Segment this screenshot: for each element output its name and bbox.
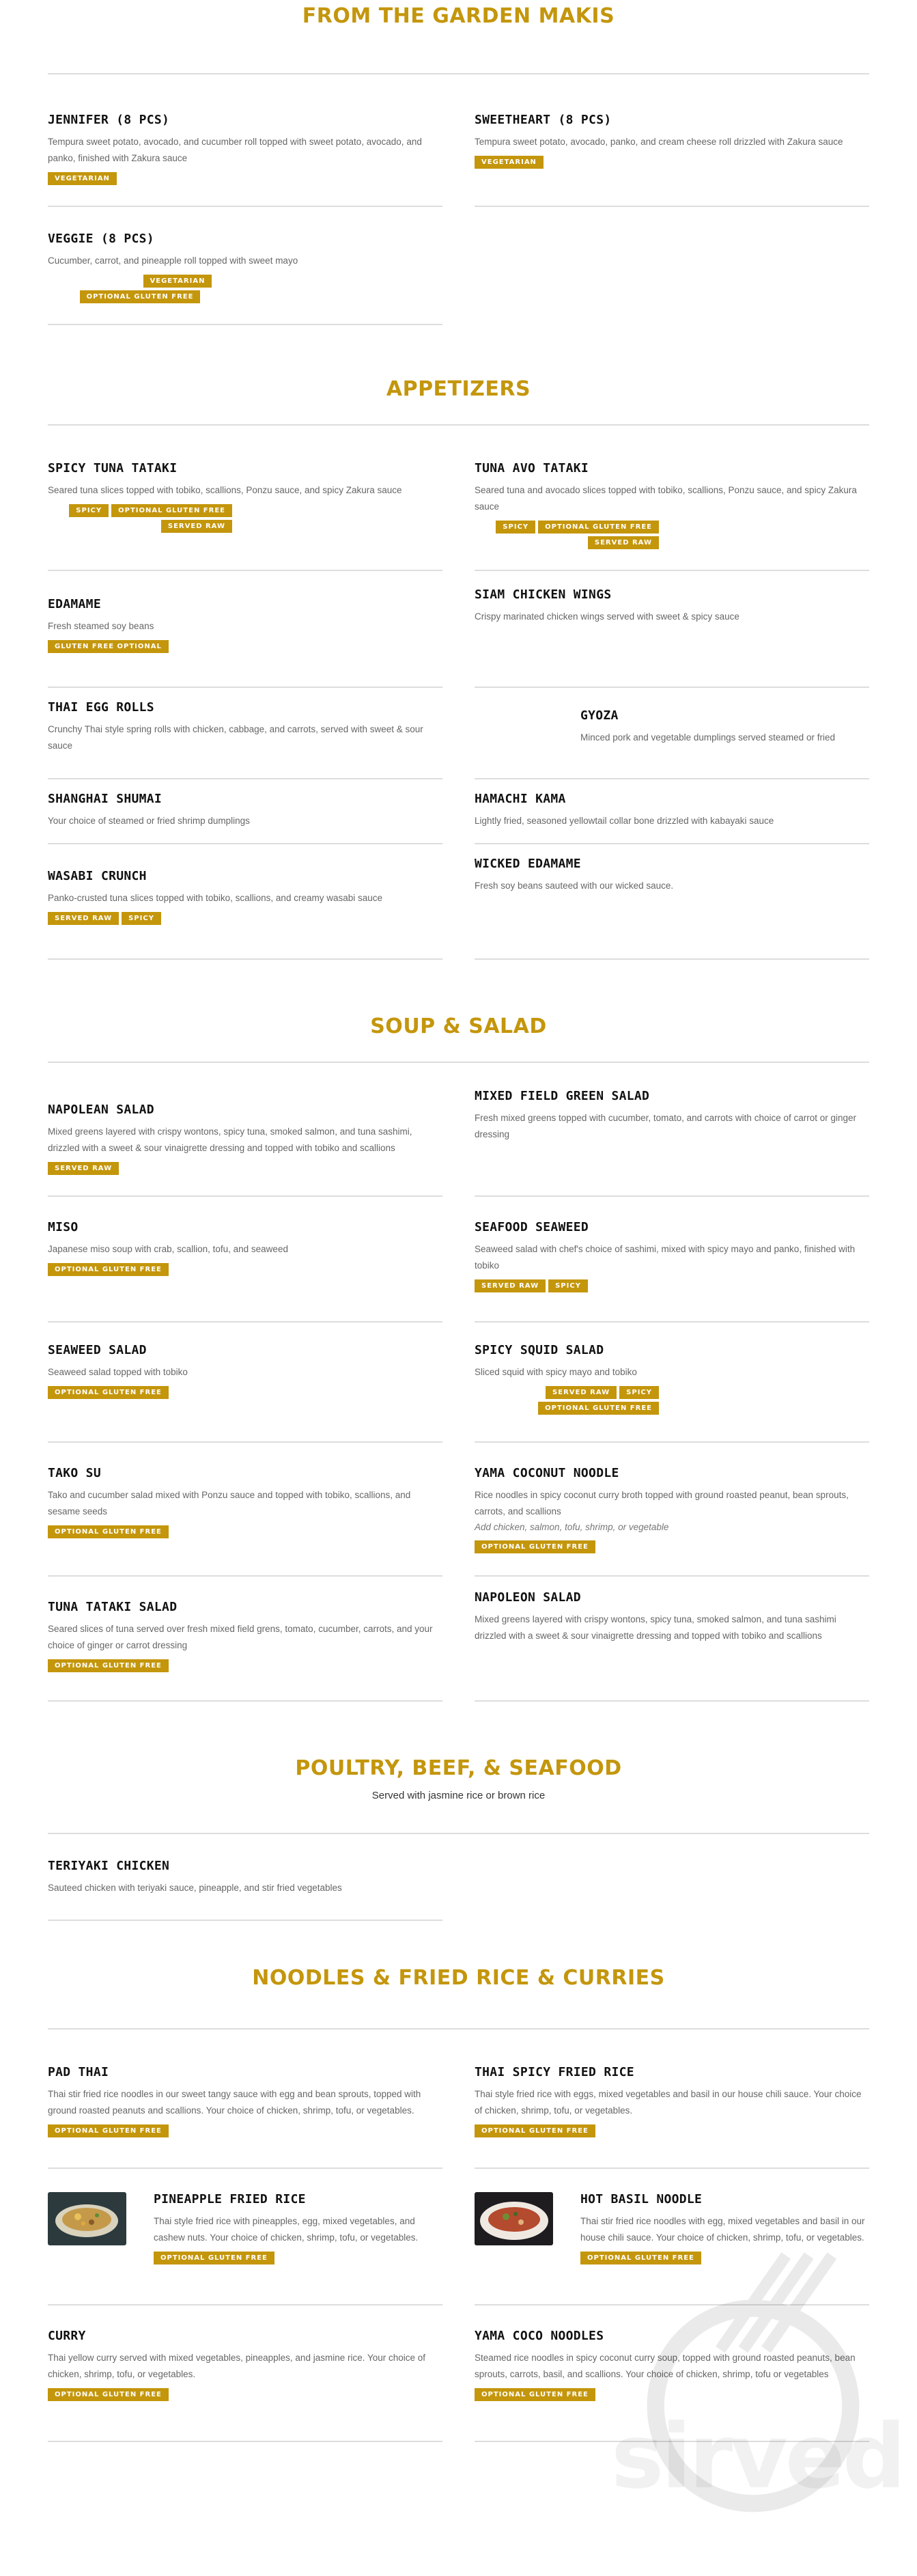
item-description: Crunchy Thai style spring rolls with chicken, cabbage, and carrots, served with sweet & sour sauce: [48, 724, 423, 751]
menu-item: [475, 688, 869, 779]
section-title: NOODLES & FRIED RICE & CURRIES: [252, 1966, 665, 1990]
item-name: EDAMAME: [48, 597, 101, 611]
menu-item: [48, 207, 442, 325]
menu-item: [475, 844, 869, 960]
tag-spicy: SPICY: [548, 1279, 588, 1292]
menu-item: [475, 779, 869, 844]
item-description: Tako and cucumber salad mixed with Ponzu sauce and topped with tobiko, scallions, and sesame seeds: [48, 1490, 411, 1516]
menu-grid: [48, 426, 869, 960]
tag-spicy: SPICY: [69, 504, 109, 517]
tag-served-raw: SERVED RAW: [48, 1162, 119, 1175]
item-name: YAMA COCONUT NOODLE: [475, 1466, 619, 1480]
item-description: Thai style fried rice with eggs, mixed vegetables and basil in our house chili sauce. Your choice of chicken, shrimp, tofu, or vegetables.: [475, 2089, 862, 2116]
item-description: Tempura sweet potato, avocado, panko, and cream cheese roll drizzled with Zakura sauce: [475, 137, 843, 147]
tag-optional-gluten-free: OPTIONAL GLUTEN FREE: [48, 1659, 169, 1672]
section-appetizers: [0, 325, 917, 960]
hot-basil-noodle-image: [475, 2192, 553, 2245]
section-subtitle: Served with jasmine rice or brown rice: [371, 1790, 546, 1801]
item-description: Fresh mixed greens topped with cucumber, tomato, and carrots with choice of carrot or ginger dressing: [475, 1113, 857, 1139]
watermark-text: sirved: [610, 2405, 903, 2508]
item-description: Seared tuna and avocado slices topped with tobiko, scallions, Ponzu sauce, and spicy Zakura sauce: [475, 485, 857, 512]
item-tags: [475, 521, 659, 549]
item-name: MIXED FIELD GREEN SALAD: [475, 1089, 650, 1103]
pineapple-fried-rice-image: [48, 2192, 126, 2245]
gyoza-image: [475, 708, 553, 762]
item-name: PAD THAI: [48, 2065, 109, 2079]
item-description: Mixed greens layered with crispy wontons, spicy tuna, smoked salmon, and tuna sashimi drizzled with a sweet & sour vinaigrette dressing and topped with tobiko and scallions: [475, 1614, 836, 1641]
item-with-image: [475, 2192, 869, 2265]
item-name: GYOZA: [580, 708, 619, 723]
menu-item: [48, 426, 442, 571]
item-name: CURRY: [48, 2329, 86, 2343]
item-text: [154, 2192, 442, 2265]
item-name: THAI SPICY FRIED RICE: [475, 2065, 634, 2079]
tag-served-raw: SERVED RAW: [546, 1386, 617, 1399]
item-tags: [580, 2252, 869, 2265]
menu-item: [475, 426, 869, 571]
item-name: PINEAPPLE FRIED RICE: [154, 2192, 306, 2206]
menu-item: [48, 571, 442, 688]
item-text: [580, 708, 869, 762]
menu-item: [48, 779, 442, 844]
menu-item: [475, 2030, 869, 2169]
item-tags: [48, 2388, 442, 2401]
item-description: Seaweed salad with chef's choice of sashimi, mixed with spicy mayo and panko, finished with tobiko: [475, 1244, 856, 1271]
item-name: SWEETHEART (8 PCS): [475, 113, 612, 127]
menu-item: [48, 2305, 442, 2442]
tag-served-raw: SERVED RAW: [588, 536, 659, 549]
menu-item: [48, 1322, 442, 1443]
item-name: SEAWEED SALAD: [48, 1343, 147, 1357]
item-description: Crispy marinated chicken wings served with sweet & spicy sauce: [475, 611, 739, 622]
section-soup-salad: [0, 960, 917, 1702]
item-description: Cucumber, carrot, and pineapple roll topped with sweet mayo: [48, 255, 298, 266]
item-tags: [475, 1540, 869, 1553]
menu-item: [48, 844, 442, 960]
section-title: FROM THE GARDEN MAKIS: [302, 4, 615, 28]
tag-gluten-free-optional: GLUTEN FREE OPTIONAL: [48, 640, 169, 653]
item-description: Fresh soy beans sauteed with our wicked sauce.: [475, 881, 674, 891]
menu-item: [475, 1577, 869, 1702]
item-name: VEGGIE (8 PCS): [48, 232, 154, 246]
item-description: Seared tuna slices topped with tobiko, scallions, Ponzu sauce, and spicy Zakura sauce: [48, 485, 402, 495]
item-description: Thai style fried rice with pineapples, egg, mixed vegetables, and cashew nuts. Your choice of chicken, shrimp, tofu, or vegetables.: [154, 2216, 419, 2243]
tag-spicy: SPICY: [496, 521, 535, 534]
item-description: Tempura sweet potato, avocado, and cucumber roll topped with sweet potato, avocado, and panko, finished with Zakura sauce: [48, 137, 422, 163]
tag-optional-gluten-free: OPTIONAL GLUTEN FREE: [48, 1525, 169, 1538]
item-description: Thai stir fried rice noodles with egg, mixed vegetables and basil in our house chili sauce. Your choice of chicken, shrimp, tofu, or vegetables.: [580, 2216, 865, 2243]
item-name: SIAM CHICKEN WINGS: [475, 587, 612, 602]
tag-optional-gluten-free: OPTIONAL GLUTEN FREE: [48, 1386, 169, 1399]
menu-grid: [48, 1063, 869, 1702]
tag-vegetarian: VEGETARIAN: [143, 275, 212, 288]
item-tags: [48, 172, 442, 185]
item-tags: [48, 504, 232, 533]
menu-item: [475, 1322, 869, 1443]
item-name: JENNIFER (8 PCS): [48, 113, 170, 127]
menu-grid: [48, 2030, 869, 2442]
section-noodles: [0, 1921, 917, 2442]
section-garden: [0, 0, 917, 325]
section-title: APPETIZERS: [386, 377, 531, 401]
menu-item: [475, 571, 869, 688]
tag-served-raw: SERVED RAW: [475, 1279, 546, 1292]
menu-item: [48, 1443, 442, 1577]
item-tags: [48, 1386, 442, 1399]
item-name: SEAFOOD SEAWEED: [475, 1220, 589, 1234]
item-tags: [48, 1162, 442, 1175]
item-tags: [475, 1386, 659, 1415]
item-description: Mixed greens layered with crispy wontons, spicy tuna, smoked salmon, and tuna sashimi, drizzled with a sweet & sour vinaigrette dressing and topped with tobiko and scallions: [48, 1126, 412, 1153]
menu-item: [475, 74, 869, 207]
menu-item: [48, 1577, 442, 1702]
menu-grid: [48, 1834, 869, 1921]
item-description: Japanese miso soup with crab, scallion, tofu, and seaweed: [48, 1244, 288, 1254]
item-tags: [48, 640, 442, 653]
item-name: TUNA AVO TATAKI: [475, 461, 589, 475]
item-tags: [48, 912, 442, 925]
tag-optional-gluten-free: OPTIONAL GLUTEN FREE: [475, 1540, 595, 1553]
tag-served-raw: SERVED RAW: [48, 912, 119, 925]
item-name: THAI EGG ROLLS: [48, 700, 154, 715]
menu-item: [48, 74, 442, 207]
item-name: SPICY TUNA TATAKI: [48, 461, 178, 475]
section-title: SOUP & SALAD: [370, 1014, 547, 1038]
menu-item: [475, 1443, 869, 1577]
item-tags: [475, 2124, 869, 2137]
menu-item: [48, 1063, 442, 1197]
menu-item: [48, 1197, 442, 1322]
item-tags: [154, 2252, 442, 2265]
item-description: Rice noodles in spicy coconut curry broth topped with ground roasted peanut, bean sprouts, carrots, and scallions: [475, 1490, 849, 1516]
tag-optional-gluten-free: OPTIONAL GLUTEN FREE: [80, 290, 201, 303]
tag-optional-gluten-free: OPTIONAL GLUTEN FREE: [111, 504, 232, 517]
item-note: Add chicken, salmon, tofu, shrimp, or vegetable: [475, 1522, 669, 1532]
tag-optional-gluten-free: OPTIONAL GLUTEN FREE: [475, 2124, 595, 2137]
menu-item: [48, 688, 442, 779]
tag-optional-gluten-free: OPTIONAL GLUTEN FREE: [48, 1263, 169, 1276]
menu-item: [475, 2305, 869, 2442]
food-photo-icon: [475, 2192, 553, 2245]
item-name: SPICY SQUID SALAD: [475, 1343, 604, 1357]
item-name: HAMACHI KAMA: [475, 792, 566, 806]
item-description: Panko-crusted tuna slices topped with tobiko, scallions, and creamy wasabi sauce: [48, 893, 383, 903]
tag-vegetarian: VEGETARIAN: [475, 156, 544, 169]
item-tags: [48, 2124, 442, 2137]
item-with-image: [475, 708, 869, 762]
tag-optional-gluten-free: OPTIONAL GLUTEN FREE: [48, 2388, 169, 2401]
item-tags: [48, 275, 232, 303]
food-photo-icon: [48, 2192, 126, 2245]
item-name: YAMA COCO NOODLES: [475, 2329, 604, 2343]
menu-item: [48, 2169, 442, 2305]
section-poultry: [0, 1702, 917, 1921]
menu-item: [475, 2169, 869, 2305]
menu-item: [48, 2030, 442, 2169]
tag-optional-gluten-free: OPTIONAL GLUTEN FREE: [475, 2388, 595, 2401]
tag-optional-gluten-free: OPTIONAL GLUTEN FREE: [154, 2252, 274, 2265]
item-description: Seared slices of tuna served over fresh mixed field grens, tomato, cucumber, carrots, and your choice of ginger or carrot dressing: [48, 1624, 433, 1650]
item-description: Sauteed chicken with teriyaki sauce, pineapple, and stir fried vegetables: [48, 1883, 342, 1893]
menu-grid: [48, 74, 869, 325]
tag-optional-gluten-free: OPTIONAL GLUTEN FREE: [538, 1402, 659, 1415]
item-description: Minced pork and vegetable dumplings served steamed or fried: [580, 732, 835, 743]
item-name: WASABI CRUNCH: [48, 869, 147, 883]
item-description: Fresh steamed soy beans: [48, 621, 154, 631]
item-name: WICKED EDAMAME: [475, 857, 581, 871]
item-tags: [48, 1659, 442, 1672]
section-title: POULTRY, BEEF, & SEAFOOD: [295, 1756, 622, 1780]
tag-spicy: SPICY: [619, 1386, 659, 1399]
item-tags: [48, 1525, 442, 1538]
item-name: NAPOLEAN SALAD: [48, 1103, 154, 1117]
menu-item: [475, 1063, 869, 1197]
tag-spicy: SPICY: [122, 912, 161, 925]
item-description: Lightly fried, seasoned yellowtail collar bone drizzled with kabayaki sauce: [475, 816, 774, 826]
tag-vegetarian: VEGETARIAN: [48, 172, 117, 185]
item-tags: [475, 2388, 869, 2401]
item-with-image: [48, 2192, 442, 2265]
item-name: TAKO SU: [48, 1466, 101, 1480]
item-description: Your choice of steamed or fried shrimp dumplings: [48, 816, 250, 826]
tag-optional-gluten-free: OPTIONAL GLUTEN FREE: [580, 2252, 701, 2265]
item-name: SHANGHAI SHUMAI: [48, 792, 163, 806]
item-name: HOT BASIL NOODLE: [580, 2192, 703, 2206]
item-tags: [475, 156, 869, 169]
item-description: Thai stir fried rice noodles in our sweet tangy sauce with egg and bean sprouts, topped with ground roasted peanuts and scallions. Your choice of chicken, shrimp, tofu, or vegetables.: [48, 2089, 421, 2116]
tag-served-raw: SERVED RAW: [161, 520, 232, 533]
tag-optional-gluten-free: OPTIONAL GLUTEN FREE: [48, 2124, 169, 2137]
item-tags: [48, 1263, 442, 1276]
item-description: Steamed rice noodles in spicy coconut curry soup, topped with ground roasted peanuts, bean sprouts, carrots, basil, and scallions. Your choice of chicken, shrimp, tofu or vegetables: [475, 2353, 856, 2379]
menu-item: [48, 1834, 442, 1921]
item-name: MISO: [48, 1220, 79, 1234]
item-tags: [475, 1279, 869, 1292]
menu-item: [475, 1197, 869, 1322]
tag-optional-gluten-free: OPTIONAL GLUTEN FREE: [538, 521, 659, 534]
item-description: Thai yellow curry served with mixed vegetables, pineapples, and jasmine rice. Your choice of chicken, shrimp, tofu, or vegetables.: [48, 2353, 426, 2379]
item-text: [580, 2192, 869, 2265]
item-description: Sliced squid with spicy mayo and tobiko: [475, 1367, 637, 1377]
item-description: Seaweed salad topped with tobiko: [48, 1367, 188, 1377]
item-name: TERIYAKI CHICKEN: [48, 1859, 170, 1873]
item-name: NAPOLEON SALAD: [475, 1590, 581, 1605]
item-name: TUNA TATAKI SALAD: [48, 1600, 178, 1614]
